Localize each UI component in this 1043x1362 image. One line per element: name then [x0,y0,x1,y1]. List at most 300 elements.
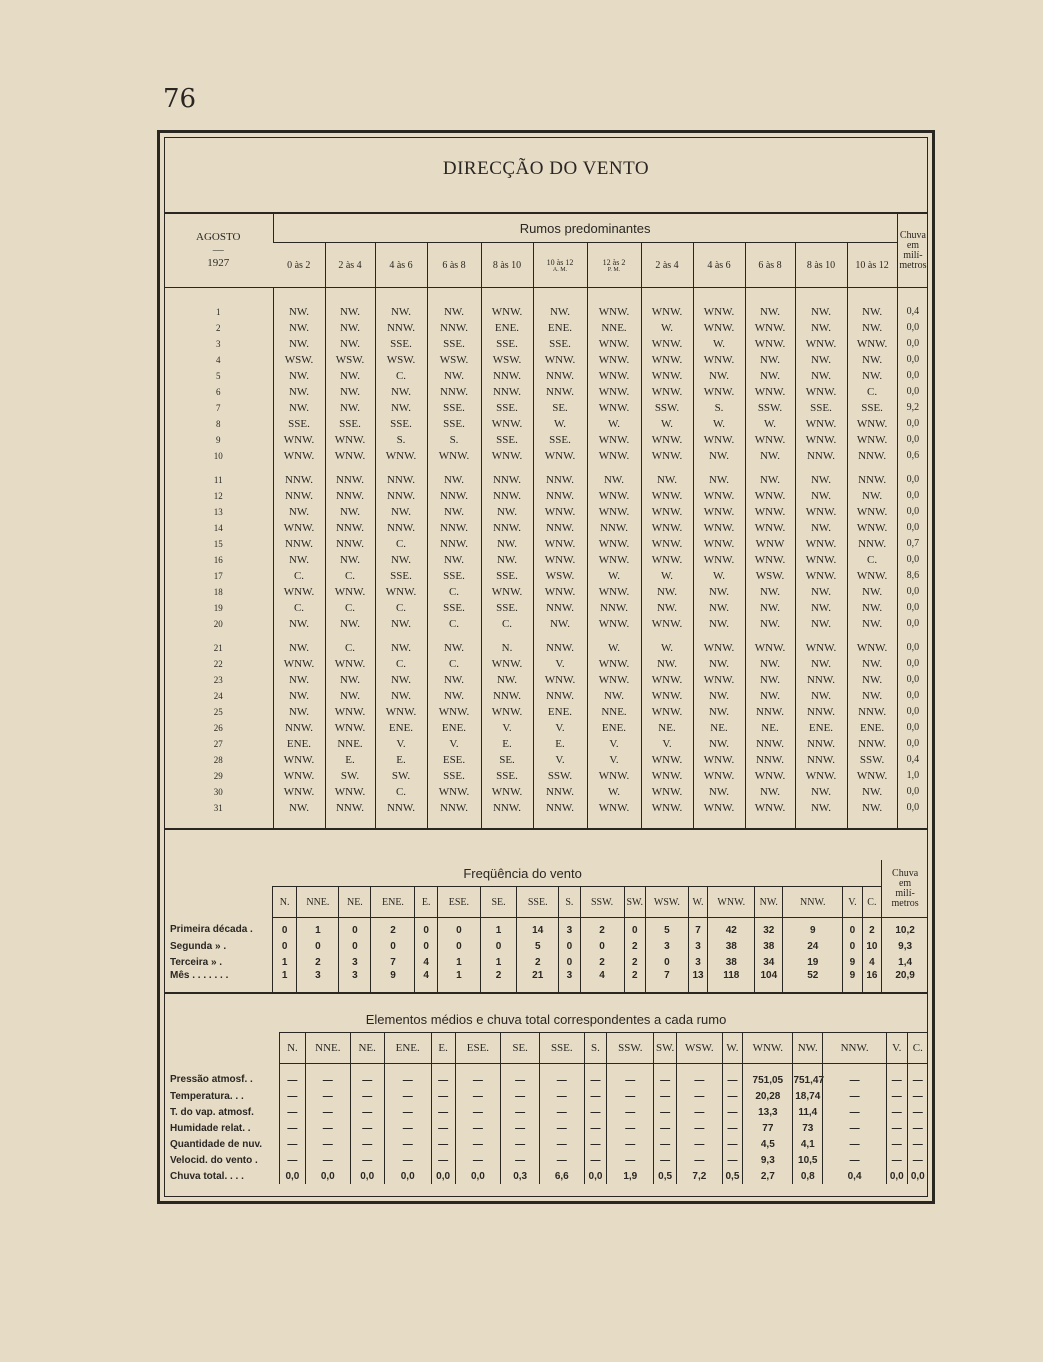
direction-cell: NW. [795,520,847,536]
direction-cell: WSW. [427,352,481,368]
direction-cell: WNW. [587,368,641,384]
direction-cell: NNW. [533,784,587,800]
direction-cell: NNW. [745,736,795,752]
table-row [164,384,928,400]
direction-cell: WNW. [587,672,641,688]
table-row [164,954,928,970]
direction-cell: NNW. [533,368,587,384]
direction-cell: NW. [427,552,481,568]
rain-cell: 0,0 [897,600,928,616]
month-header [164,213,273,288]
direction-cell: WNW. [693,384,745,400]
table-row [164,640,928,656]
direction-cell: WNW. [847,336,897,352]
table-row [164,1168,928,1184]
frequency-cell: 0 [624,918,645,939]
frequency-cell: 3 [339,970,371,993]
element-cell: — [279,1088,305,1104]
direction-cell: NNW. [325,488,375,504]
direction-cell: NW. [533,304,587,320]
direction-cell: NNW. [427,384,481,400]
frequency-cell: 0 [645,954,688,970]
direction-header: N. [272,887,297,918]
frequency-cell: 5 [645,918,688,939]
day-cell: 19 [213,603,223,613]
frequency-cell: 9 [371,970,415,993]
direction-cell: W. [587,416,641,432]
direction-cell: NW. [481,536,533,552]
direction-cell: NW. [693,784,745,800]
direction-cell: SSE. [481,568,533,584]
frequency-cell: 2 [580,954,624,970]
direction-cell: WNW. [641,752,693,768]
direction-cell: C. [847,384,897,400]
table-row [164,336,928,352]
direction-cell: NNW. [587,600,641,616]
direction-cell: NW. [481,504,533,520]
direction-cell: WNW. [693,552,745,568]
direction-cell: NW. [481,552,533,568]
direction-cell: WNW. [693,320,745,336]
direction-cell: C. [375,656,427,672]
direction-cell: SSE. [427,416,481,432]
direction-cell: WNW. [745,552,795,568]
day-cell: 17 [213,571,223,581]
direction-cell: WNW. [745,488,795,504]
element-cell: — [607,1136,654,1152]
rain-header: Chuva em milí- metros [897,213,928,288]
direction-cell: V. [375,736,427,752]
direction-cell: NW. [427,368,481,384]
element-cell: — [584,1152,607,1168]
direction-cell: WNW. [325,784,375,800]
direction-header: NE. [350,1033,384,1064]
table-row [164,656,928,672]
direction-cell: NW. [375,504,427,520]
element-cell: 0,0 [431,1168,455,1184]
frequency-cell: 0 [580,938,624,954]
element-cell: — [722,1136,743,1152]
element-cell: — [350,1104,384,1120]
direction-cell: NW. [847,368,897,384]
element-cell: — [279,1136,305,1152]
direction-cell: NW. [325,304,375,320]
direction-cell: NW. [745,616,795,632]
rain-cell: 0,0 [897,720,928,736]
direction-header: E. [431,1033,455,1064]
element-cell: — [279,1152,305,1168]
direction-cell: NW. [847,600,897,616]
frequency-cell: 0 [297,938,339,954]
frequency-cell: 21 [517,970,559,993]
direction-cell: NW. [847,488,897,504]
direction-cell: NW. [745,584,795,600]
table-row [164,1152,928,1168]
direction-cell: NW. [587,688,641,704]
frequency-cell: 0 [559,938,580,954]
direction-cell: C. [273,568,325,584]
direction-header: NE. [339,887,371,918]
direction-header: E. [415,887,438,918]
rain-cell: 20,9 [882,970,928,993]
direction-cell: WNW. [795,336,847,352]
day-cell: 8 [216,419,221,429]
direction-cell: NNW. [847,472,897,488]
element-cell: — [722,1088,743,1104]
direction-cell: WNW. [641,304,693,320]
rain-cell: 0,0 [897,552,928,568]
direction-cell: NW. [795,584,847,600]
element-cell: — [279,1120,305,1136]
direction-header: WSW. [645,887,688,918]
direction-cell: NNW. [325,472,375,488]
day-cell: 10 [213,451,223,461]
direction-cell: WNW. [273,656,325,672]
direction-cell: WNW. [693,432,745,448]
frequency-cell: 34 [755,954,783,970]
element-cell: — [501,1152,540,1168]
element-cell: 11,4 [793,1104,823,1120]
direction-cell: NW. [795,616,847,632]
direction-cell: WNW. [745,320,795,336]
direction-cell: NW. [325,320,375,336]
direction-cell: NW. [325,616,375,632]
element-cell: — [540,1104,585,1120]
table-row [164,938,928,954]
direction-cell: NW. [847,304,897,320]
direction-cell: NW. [641,600,693,616]
direction-cell: NNW. [847,736,897,752]
frequency-cell: 1 [272,970,297,993]
direction-cell: NNW. [481,384,533,400]
hour-header: 4 às 6 [375,243,427,288]
direction-cell: NW. [693,600,745,616]
table-row [164,688,928,704]
direction-cell: WNW. [745,640,795,656]
direction-cell: WNW. [533,672,587,688]
element-cell: 0,5 [654,1168,677,1184]
direction-cell: ESE. [427,752,481,768]
element-cell: — [455,1104,501,1120]
direction-cell: NE. [745,720,795,736]
frequency-cell: 3 [688,938,707,954]
element-cell: — [455,1152,501,1168]
direction-cell: NW. [325,688,375,704]
rain-cell: 0,0 [897,488,928,504]
direction-cell: SSE. [481,400,533,416]
rain-cell: 9,2 [897,400,928,416]
direction-cell: NW. [273,336,325,352]
direction-cell: NW. [745,304,795,320]
direction-cell: SSE. [273,416,325,432]
direction-cell: NNW. [427,800,481,816]
direction-cell: WSW. [375,352,427,368]
rain-cell: 0,0 [897,432,928,448]
direction-cell: NW. [641,656,693,672]
frequency-cell: 7 [371,954,415,970]
direction-cell: WNW. [273,768,325,784]
direction-cell: NW. [795,784,847,800]
rain-cell: 0,0 [897,704,928,720]
direction-cell: V. [533,752,587,768]
rain-cell: 0,0 [897,368,928,384]
frequency-cell: 104 [755,970,783,993]
frequency-cell: 0 [415,918,438,939]
direction-cell: NNW. [273,720,325,736]
element-cell: — [907,1088,928,1104]
direction-cell: NW. [273,640,325,656]
frequency-cell: 38 [755,938,783,954]
rain-cell: 0,0 [897,800,928,816]
frequency-cell: 0 [843,918,862,939]
direction-cell: WNW. [587,304,641,320]
element-cell: 0,0 [350,1168,384,1184]
element-cell: — [677,1120,723,1136]
direction-cell: NE. [693,720,745,736]
direction-cell: WNW. [641,672,693,688]
frequency-cell: 42 [708,918,755,939]
table-row [164,1088,928,1104]
direction-cell: C. [375,536,427,552]
direction-cell: ENE. [481,320,533,336]
elements-title: Elementos médios e chuva total correspondentes a cada rumo [365,1011,727,1027]
direction-cell: SSE. [481,768,533,784]
element-cell: 6,6 [540,1168,585,1184]
direction-cell: ENE. [375,720,427,736]
hour-header: 6 às 8 [745,243,795,288]
direction-cell: WNW. [847,432,897,448]
element-cell: — [501,1064,540,1089]
direction-header: W. [688,887,707,918]
element-cell: — [306,1064,351,1089]
table-row [164,1120,928,1136]
direction-cell: W. [533,416,587,432]
element-cell: — [306,1120,351,1136]
direction-cell: NNW. [325,520,375,536]
direction-cell: NW. [745,368,795,384]
element-cell: — [823,1064,887,1089]
direction-cell: NNW. [427,320,481,336]
table-row [164,400,928,416]
rain-cell: 0,0 [897,472,928,488]
direction-header: NW. [793,1033,823,1064]
frequency-cell: 0 [339,918,371,939]
direction-cell: S. [693,400,745,416]
frequency-title: Freqüência do vento [463,865,582,881]
direction-cell: WNW. [745,336,795,352]
day-cell: 2 [216,323,221,333]
element-cell: — [907,1152,928,1168]
direction-cell: WNW. [641,368,693,384]
direction-cell: NNE. [325,736,375,752]
element-cell: 0,0 [584,1168,607,1184]
day-cell: 26 [213,723,223,733]
direction-cell: NW. [795,352,847,368]
table-row [164,432,928,448]
direction-cell: N. [481,640,533,656]
table-row [164,568,928,584]
element-cell: — [540,1152,585,1168]
direction-header: ENE. [384,1033,431,1064]
direction-cell: NNW. [375,320,427,336]
direction-cell: NNW. [533,520,587,536]
frequency-cell: 1 [297,918,339,939]
day-cell: 23 [213,675,223,685]
element-cell: — [654,1120,677,1136]
element-cell: — [384,1152,431,1168]
table-row [164,448,928,464]
element-cell: 10,5 [793,1152,823,1168]
direction-cell: NNW. [481,520,533,536]
direction-cell: WNW. [325,656,375,672]
direction-cell: NW. [481,672,533,688]
direction-cell: ENE. [427,720,481,736]
row-label: Primeira década . [170,924,253,936]
direction-cell: S. [375,432,427,448]
direction-cell: SW. [375,768,427,784]
direction-cell: SSE. [481,336,533,352]
direction-cell: WNW. [587,336,641,352]
element-cell: 0,0 [907,1168,928,1184]
direction-cell: ENE. [533,320,587,336]
direction-cell: NNW. [795,736,847,752]
element-cell: — [306,1136,351,1152]
table-row [164,584,928,600]
row-label: Pressão atmosf. . [170,1074,253,1086]
rain-cell: 0,4 [897,752,928,768]
direction-cell: NW. [375,400,427,416]
frequency-cell: 3 [645,938,688,954]
element-cell: — [455,1064,501,1089]
table-row [164,1104,928,1120]
table-row [164,1064,928,1089]
frequency-cell: 0 [480,938,516,954]
direction-cell: NW. [325,672,375,688]
direction-cell: WNW. [641,448,693,464]
element-cell: — [350,1064,384,1089]
direction-cell: C. [847,552,897,568]
direction-cell: C. [427,656,481,672]
direction-cell: WSW. [325,352,375,368]
frequency-cell: 0 [559,954,580,970]
direction-cell: NW. [427,472,481,488]
direction-cell: NW. [427,640,481,656]
direction-cell: NW. [795,304,847,320]
table-row [164,784,928,800]
day-cell: 3 [216,339,221,349]
direction-cell: NW. [325,400,375,416]
day-cell: 7 [216,403,221,413]
direction-cell: ENE. [795,720,847,736]
direction-cell: NW. [795,472,847,488]
rain-cell: 1,4 [882,954,928,970]
frequency-cell: 2 [297,954,339,970]
direction-cell: NW. [693,736,745,752]
row-label: Temperatura. . . [170,1090,244,1102]
direction-cell: NW. [427,688,481,704]
element-cell: — [384,1088,431,1104]
direction-cell: NW. [795,656,847,672]
direction-cell: WNW. [795,768,847,784]
direction-cell: NNW. [745,704,795,720]
direction-cell: NW. [273,384,325,400]
element-cell: 0,4 [823,1168,887,1184]
direction-cell: WNW. [587,448,641,464]
frequency-cell: 0 [437,918,480,939]
frequency-cell: 1 [480,918,516,939]
day-cell: 20 [213,619,223,629]
direction-cell: NW. [745,352,795,368]
direction-cell: SSE. [427,400,481,416]
table-row [164,600,928,616]
frequency-cell: 0 [272,938,297,954]
direction-cell: E. [533,736,587,752]
direction-cell: NNE. [587,704,641,720]
page-number: 76 [163,84,197,114]
direction-cell: NNW. [481,488,533,504]
element-cell: — [677,1064,723,1089]
element-cell: 2,7 [743,1168,793,1184]
element-cell: — [607,1120,654,1136]
direction-cell: NW. [375,640,427,656]
element-cell: — [279,1064,305,1089]
direction-cell: WNW. [795,384,847,400]
direction-cell: C. [325,640,375,656]
frequency-cell: 2 [480,970,516,993]
direction-cell: NW. [745,472,795,488]
direction-cell: WNW. [325,704,375,720]
direction-cell: NW. [693,584,745,600]
element-cell: — [907,1064,928,1089]
element-cell: 0,0 [279,1168,305,1184]
direction-cell: NW. [795,800,847,816]
direction-cell: WNW. [273,520,325,536]
direction-header: SSE. [517,887,559,918]
direction-cell: NW. [795,600,847,616]
day-cell: 24 [213,691,223,701]
direction-cell: W. [641,320,693,336]
direction-cell: E. [375,752,427,768]
element-cell: — [584,1088,607,1104]
direction-cell: NW. [693,448,745,464]
frequency-cell: 5 [517,938,559,954]
table-row [164,672,928,688]
direction-cell: NNW. [427,520,481,536]
direction-cell: ENE. [273,736,325,752]
element-cell: 0,0 [306,1168,351,1184]
direction-cell: NW. [427,304,481,320]
row-label: Chuva total. . . . [170,1170,244,1182]
direction-cell: SSE. [375,568,427,584]
frequency-cell: 32 [755,918,783,939]
direction-cell: SSE. [375,416,427,432]
direction-cell: NNW. [533,688,587,704]
direction-header: NNW. [783,887,843,918]
direction-cell: C. [325,568,375,584]
table-row [164,416,928,432]
frequency-cell: 7 [688,918,707,939]
direction-cell: WNW. [795,640,847,656]
rain-cell: 8,6 [897,568,928,584]
direction-cell: WSW. [745,568,795,584]
day-cell: 13 [213,507,223,517]
direction-cell: NE. [641,720,693,736]
direction-cell: WNW. [587,584,641,600]
direction-cell: WNW. [641,336,693,352]
direction-cell: NNW. [533,472,587,488]
element-cell: 0,0 [887,1168,908,1184]
table-row [164,472,928,488]
